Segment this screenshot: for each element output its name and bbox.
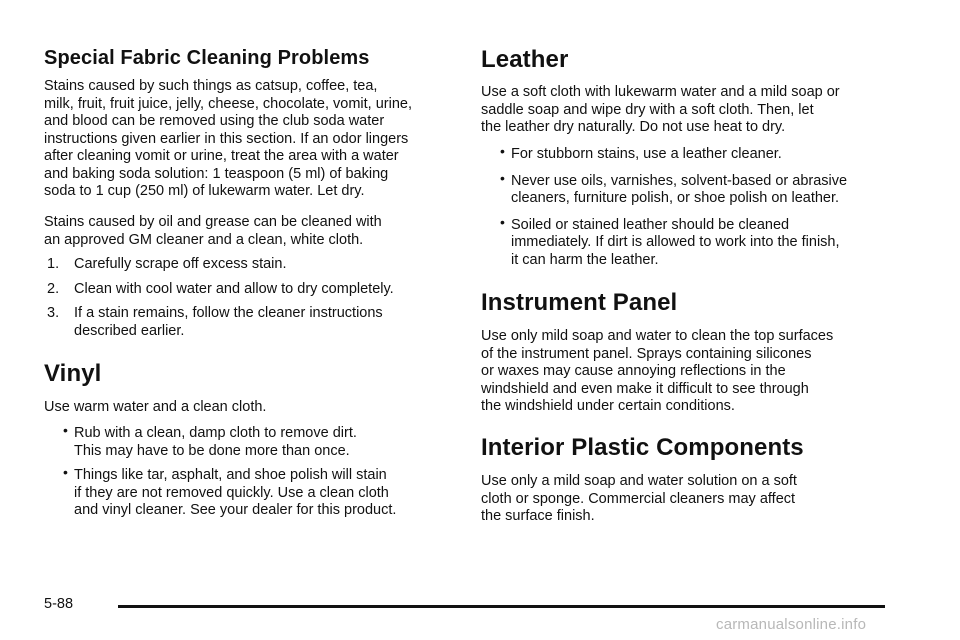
list-item [44,256,454,274]
list-item [44,422,454,460]
bullet-icon: • [500,143,505,159]
bullet-text: Things like tar, asphalt, and shoe polish will stain [74,467,387,483]
special-fabric-paragraph-1 [44,78,454,201]
list-item [44,281,454,299]
heading-instrument-panel: Instrument Panel [481,289,678,316]
list-item [481,169,921,208]
bullet-text: if they are not removed quickly. Use a clean cloth [74,484,389,501]
list-item [481,213,921,270]
text-line: Use only mild soap and water to clean the top surfaces [481,328,834,344]
heading-vinyl: Vinyl [44,360,102,387]
text-line: and blood can be removed using the club soda water [44,113,385,129]
text-line: the windshield under certain conditions. [481,398,735,414]
bullet-text: Never use oils, varnishes, solvent-based or abrasive [511,172,848,189]
list-item [44,464,454,520]
heading-leather: Leather [481,46,569,73]
bullet-text: cleaners, furniture polish, or shoe polish on leather. [511,190,840,206]
bullet-icon: • [500,169,505,186]
vinyl-intro: Use warm water and a clean cloth. [44,399,267,415]
vinyl-bullets [44,422,454,520]
text-line: after cleaning vomit or urine, treat the area with a water [44,148,399,164]
interior-plastic-paragraph [481,473,921,526]
bullet-text: For stubborn stains, use a leather cleaner. [511,146,782,162]
heading-special-fabric: Special Fabric Cleaning Problems [44,47,370,69]
heading-interior-plastic: Interior Plastic Components [481,434,804,461]
bullet-text: Soiled or stained leather should be cleaned [511,216,790,233]
bullet-text: Rub with a clean, damp cloth to remove dirt. [74,425,357,441]
text-line: instructions given earlier in this section. If an odor lingers [44,130,409,147]
cleaning-steps-list [44,256,454,340]
bullet-text: and vinyl cleaner. See your dealer for this product. [74,502,397,518]
bullet-icon: • [63,464,68,480]
text-line: Use a soft cloth with lukewarm water and a mild soap or [481,84,840,100]
list-item [44,305,454,340]
step-text: Clean with cool water and allow to dry completely. [74,280,394,297]
step-text: described earlier. [74,322,185,339]
text-line: Use only a mild soap and water solution on a soft [481,473,797,489]
text-line: saddle soap and wipe dry with a soft cloth. Then, let [481,101,814,118]
bullet-text: it can harm the leather. [511,251,659,268]
list-item [481,143,921,164]
bullet-icon: • [63,422,68,438]
leather-bullets [481,143,921,269]
text-line: the surface finish. [481,508,595,524]
text-line: Stains caused by such things as catsup, coffee, tea, [44,78,378,94]
step-number: 2. [47,280,60,297]
text-line: milk, fruit, fruit juice, jelly, cheese, chocolate, vomit, urine, [44,95,413,112]
footer-rule [118,605,885,608]
text-line: of the instrument panel. Sprays containing silicones [481,345,812,362]
text-line: and baking soda solution: 1 teaspoon (5 ml) of baking [44,165,389,182]
step-text: Carefully scrape off excess stain. [74,256,287,272]
text-line: or waxes may cause annoying reflections in the [481,363,786,379]
watermark: carmanualsonline.info [716,616,867,633]
instrument-panel-paragraph [481,328,921,416]
bullet-icon: • [500,213,505,230]
bullet-text: This may have to be done more than once. [74,442,350,459]
text-line: an approved GM cleaner and a clean, white cloth. [44,231,364,248]
text-line: the leather dry naturally. Do not use heat to dry. [481,119,786,135]
text-line: windshield and even make it difficult to see through [481,380,809,397]
text-line: Stains caused by oil and grease can be cleaned with [44,214,382,230]
bullet-text: immediately. If dirt is allowed to work into the finish, [511,234,840,250]
leather-paragraph [481,84,921,137]
page-number: 5-88 [44,596,74,612]
text-line: soda to 1 cup (250 ml) of lukewarm water. Let dry. [44,183,365,199]
special-fabric-paragraph-2 [44,214,454,249]
step-number: 3. [47,305,60,321]
step-text: If a stain remains, follow the cleaner instructions [74,305,383,321]
text-line: cloth or sponge. Commercial cleaners may affect [481,490,796,507]
step-number: 1. [47,256,60,272]
